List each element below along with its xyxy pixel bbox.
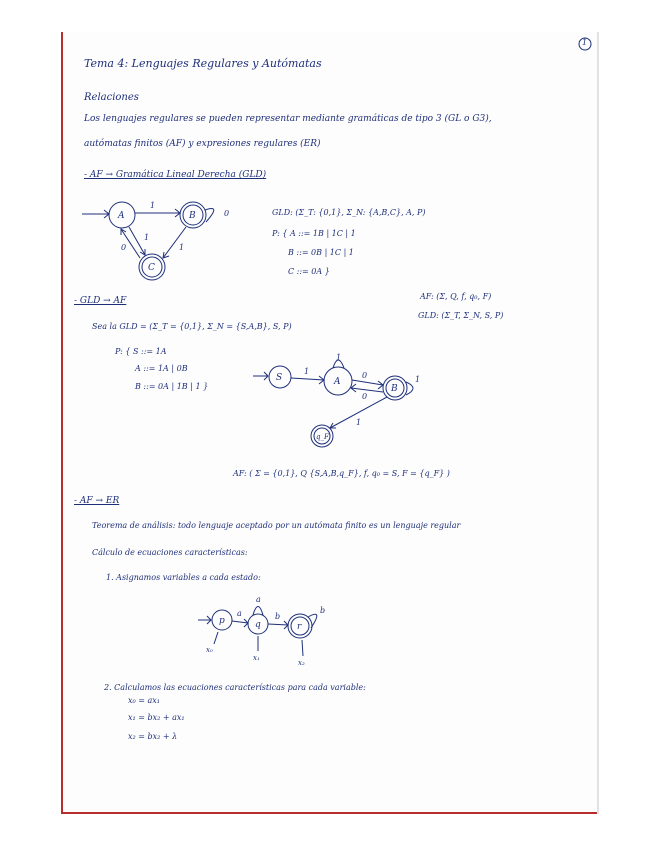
gld-tuple-definition: GLD: (Σ_T, Σ_N, S, P) [418, 311, 504, 320]
gld-definition: GLD: (Σ_T: {0,1}, Σ_N: {A,B,C}, A, P) [272, 208, 426, 217]
edge-label: b [275, 612, 281, 621]
state-label: q_F [316, 433, 329, 441]
relaciones-heading: Relaciones [84, 92, 139, 103]
variable-label: x₁ [253, 654, 260, 662]
marker-x2 [302, 640, 303, 656]
equation: x₂ = bx₂ + λ [128, 732, 178, 741]
edge-label: a [237, 609, 242, 618]
equation: x₀ = ax₁ [128, 696, 160, 705]
edge-label: 1 [144, 233, 150, 242]
af-gld-heading: - AF → Gramática Lineal Derecha (GLD) [84, 170, 267, 180]
af-er-heading: - AF → ER [74, 496, 120, 506]
equation: x₁ = bx₂ + ax₁ [128, 713, 185, 722]
af-er-step-1: 1. Asignamos variables a cada estado: [106, 573, 261, 582]
gld-af-sea: Sea la GLD = (Σ_T = {0,1}, Σ_N = {S,A,B}, S, P) [92, 322, 292, 331]
edge-label: 0 [224, 209, 230, 218]
edge-label: b [320, 606, 326, 615]
gld-production: C ::= 0A } [288, 267, 330, 276]
page-number: 1 [582, 38, 588, 47]
state-label: r [297, 622, 302, 632]
af-er-step-2: 2. Calculamos las ecuaciones características para cada variable: [104, 683, 366, 692]
edge-label: a [256, 595, 261, 604]
af-tuple-definition: AF: (Σ, Q, f, q₀, F) [420, 292, 492, 301]
state-label: A [334, 377, 341, 387]
variable-label: x₂ [298, 659, 305, 667]
state-label: B [391, 384, 398, 394]
edge-label: 1 [179, 243, 185, 252]
relaciones-line-1: Los lenguajes regulares se pueden representar mediante gramáticas de tipo 3 (GL o G3), [84, 114, 492, 124]
edge-label: 1 [304, 367, 310, 376]
gld-af-production: B ::= 0A | 1B | 1 } [135, 382, 209, 391]
gld-af-af-definition: AF: ( Σ = {0,1}, Q {S,A,B,q_F}, f, q₀ = S, F = {q_F} ) [233, 469, 450, 478]
af-er-bullet-2: Cálculo de ecuaciones características: [92, 548, 248, 557]
state-label: q [255, 620, 261, 630]
edge-label: 0 [362, 392, 368, 401]
edge-label: 1 [336, 353, 342, 362]
page-title: Tema 4: Lenguajes Regulares y Autómatas [84, 57, 322, 70]
gld-production: B ::= 0B | 1C | 1 [288, 248, 354, 257]
edge-label: 1 [415, 375, 421, 384]
gld-production: P: { A ::= 1B | 1C | 1 [272, 229, 356, 238]
state-label: A [118, 211, 125, 221]
edge-label: 1 [150, 201, 156, 210]
gld-af-production: A ::= 1A | 0B [135, 364, 188, 373]
marker-x0 [214, 632, 218, 644]
variable-label: x₀ [206, 646, 213, 654]
state-label: S [276, 373, 283, 383]
edge-q-r [268, 624, 288, 625]
gld-af-production: P: { S ::= 1A [115, 347, 167, 356]
af-er-bullet-1: Teorema de análisis: todo lenguaje aceptado por un autómata finito es un lenguaje regular [92, 521, 461, 530]
state-label: p [219, 616, 225, 626]
edge-label: 0 [121, 243, 127, 252]
edge-label: 1 [356, 418, 362, 427]
relaciones-line-2: autómatas finitos (AF) y expresiones regulares (ER) [84, 139, 321, 149]
gld-af-heading: - GLD → AF [74, 296, 127, 306]
edge-label: 0 [362, 371, 368, 380]
state-label: B [189, 211, 196, 221]
state-label: C [148, 263, 155, 273]
